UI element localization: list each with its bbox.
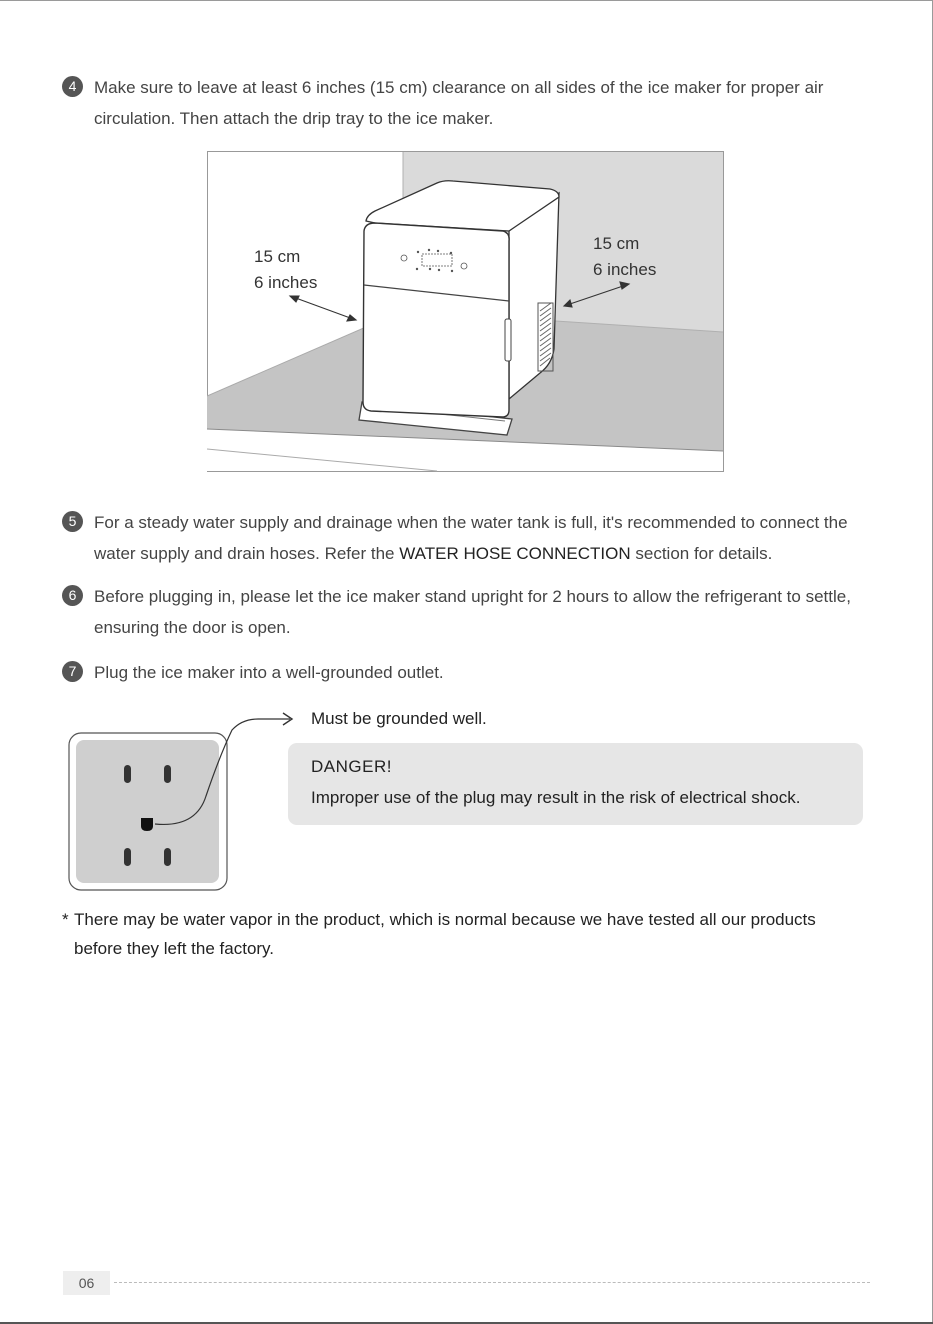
- step-text: Before plugging in, please let the ice maker stand upright for 2 hours to allow the refrigerant to settle, ensuring the door is open.: [94, 587, 851, 637]
- outlet-illustration: [0, 700, 933, 900]
- clearance-illustration: [207, 151, 724, 472]
- step-number-badge: 6: [62, 585, 83, 606]
- step-4: [62, 72, 872, 134]
- note-text: There may be water vapor in the product, which is normal because we have tested all our products before they left the factory.: [74, 910, 816, 958]
- left-clearance-label-cm: 15 cm: [254, 247, 301, 266]
- step-text: For a steady water supply and drainage when the water tank is full, it's recommended to connect the water supply and drain hoses. Refer the WATER HOSE CONNECTION section for details.: [94, 513, 848, 563]
- ice-maker-room-drawing: [207, 151, 724, 472]
- page-number: 06: [63, 1271, 110, 1295]
- grounding-callout: Must be grounded well.: [311, 709, 487, 728]
- water-hose-connection-reference: WATER HOSE CONNECTION: [399, 544, 631, 563]
- right-clearance-label-inches: 6 inches: [593, 260, 657, 279]
- step-number-badge: 7: [62, 661, 83, 682]
- step-text: Make sure to leave at least 6 inches (15 cm) clearance on all sides of the ice maker for proper air circulation. Then attach the drip tray to the ice maker.: [94, 78, 824, 128]
- page-border-top: [0, 0, 933, 1]
- water-vapor-note: [62, 905, 842, 963]
- grounded-outlet-drawing: [0, 700, 300, 900]
- note-asterisk: *: [62, 910, 69, 929]
- step-number-badge: 5: [62, 511, 83, 532]
- step-5: [62, 507, 872, 569]
- step-text: Plug the ice maker into a well-grounded outlet.: [94, 663, 444, 682]
- step-7: [62, 657, 872, 688]
- step-6: [62, 581, 872, 643]
- danger-warning-box: [288, 743, 863, 825]
- right-clearance-label-cm: 15 cm: [593, 234, 640, 253]
- step-number-badge: 4: [62, 76, 83, 97]
- left-clearance-label-inches: 6 inches: [254, 273, 318, 292]
- danger-title: DANGER!: [311, 757, 392, 776]
- danger-text: Improper use of the plug may result in the risk of electrical shock.: [311, 788, 801, 807]
- footer-dotted-rule: [114, 1282, 870, 1283]
